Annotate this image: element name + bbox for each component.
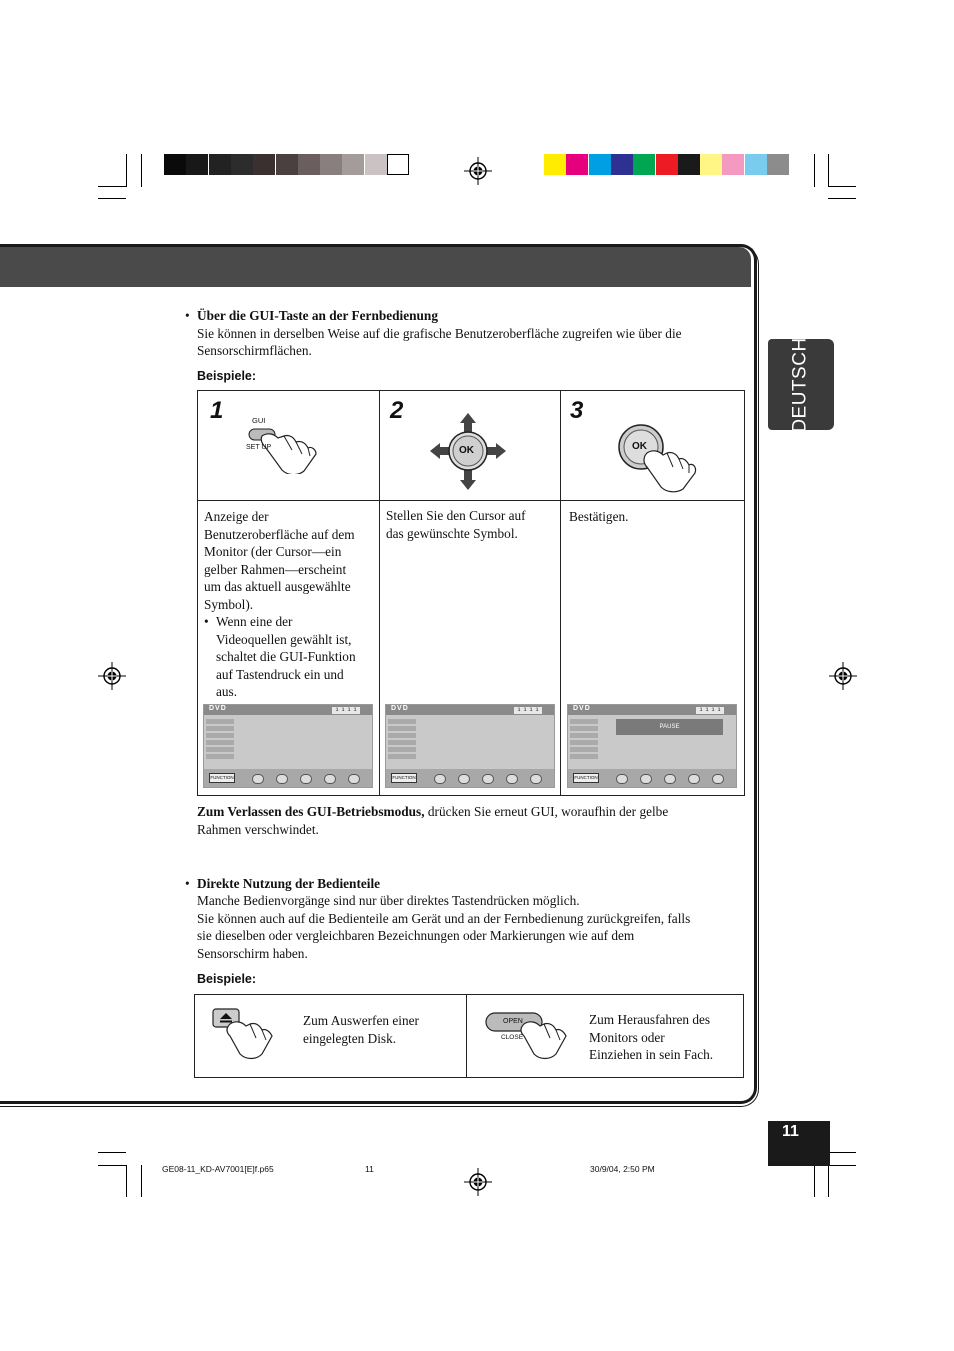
open-close-description <box>589 1011 713 1064</box>
text-line: Monitor (der Cursor—ein <box>204 544 342 559</box>
footer-file: GE08-11_KD-AV7001[E]f.p65 <box>162 1164 274 1174</box>
eject-description <box>303 1012 419 1047</box>
setup-button-label: SET UP <box>246 444 272 451</box>
text-line: Zum Herausfahren des <box>589 1012 711 1027</box>
text-line: aus. <box>216 684 238 699</box>
close-label: CLOSE <box>501 1034 524 1041</box>
exit-note-bold: Zum Verlassen des GUI-Betriebsmodus, <box>197 804 425 819</box>
registration-mark-icon <box>464 157 492 185</box>
color-swatch <box>745 154 767 175</box>
text-line: Videoquellen gewählt ist, <box>216 631 352 647</box>
text-line: eingelegten Disk. <box>303 1030 397 1046</box>
text-line: um das aktuell ausgewählte <box>204 579 351 594</box>
registration-mark-icon <box>829 662 857 690</box>
note-bullet: • <box>204 614 209 629</box>
text-line: sie dieselben oder vergleichbaren Bezeichnungen oder Markierungen wie auf dem <box>197 928 635 943</box>
eject-button-icon <box>210 1006 276 1062</box>
text-line: Stellen Sie den Cursor auf <box>386 508 526 523</box>
language-tab-label: DEUTSCH <box>790 336 811 433</box>
function-button: FUNCTION <box>573 773 599 783</box>
color-swatch <box>387 154 409 175</box>
section2-heading: Direkte Nutzung der Bedienteile <box>197 876 381 891</box>
text-line: Zum Auswerfen einer <box>303 1013 419 1028</box>
time-display: 1 1 1 1 <box>514 707 542 714</box>
exit-note <box>197 803 668 821</box>
section1-text-line1: Sie können in derselben Weise auf die grafische Benutzeroberfläche zugreifen wie über die <box>197 326 682 341</box>
gui-button-label: GUI <box>252 416 266 425</box>
color-swatch <box>633 154 655 175</box>
color-swatch <box>656 154 678 175</box>
text-line: gelber Rahmen—erscheint <box>204 561 347 577</box>
examples-label: Beispiele: <box>197 972 257 986</box>
text-line: schaltet die GUI-Funktion <box>216 649 356 664</box>
exit-note-line2: Rahmen verschwindet. <box>197 822 319 837</box>
ok-button-label: OK <box>459 445 474 456</box>
color-swatch <box>700 154 722 175</box>
text-line: das gewünschte Symbol. <box>386 525 518 541</box>
source-label: DVD <box>573 705 591 712</box>
color-swatch <box>164 154 186 175</box>
ok-button-press-icon <box>617 423 699 495</box>
text-line: Anzeige der <box>204 509 269 524</box>
text-line: Wenn eine der <box>216 614 293 629</box>
function-button: FUNCTION <box>391 773 417 783</box>
text-line: auf Tastendruck ein und <box>216 666 344 682</box>
text-line: Symbol). <box>204 596 254 612</box>
step3-description <box>569 508 739 526</box>
color-swatch <box>566 154 588 175</box>
color-swatch <box>342 154 364 175</box>
step1-description <box>204 508 374 701</box>
step-number: 1 <box>210 397 224 424</box>
gui-button-illustration <box>244 412 329 472</box>
color-swatch <box>722 154 744 175</box>
exit-note-text: drücken Sie erneut GUI, woraufhin der gelbe <box>424 804 669 819</box>
time-display: 1 1 1 1 <box>696 707 724 714</box>
source-label: DVD <box>391 705 409 712</box>
step-number: 2 <box>390 397 404 424</box>
monitor-screen-step2 <box>385 704 555 788</box>
color-swatch <box>611 154 633 175</box>
text-line: Sensorschirm haben. <box>197 945 308 961</box>
text-line: Einziehen in sein Fach. <box>589 1047 714 1062</box>
color-swatch <box>276 154 298 175</box>
monitor-screen-step1 <box>203 704 373 788</box>
text-line: Bestätigen. <box>569 509 629 524</box>
text-line: Manche Bedienvorgänge sind nur über direktes Tastendrücken möglich. <box>197 893 580 908</box>
footer-page: 11 <box>365 1164 374 1174</box>
section2-text <box>197 892 690 962</box>
step-number: 3 <box>570 397 584 424</box>
color-swatch <box>298 154 320 175</box>
step1-note <box>204 613 374 701</box>
time-display: 1 1 1 1 <box>332 707 360 714</box>
function-button: FUNCTION <box>209 773 235 783</box>
monitor-screen-step3 <box>567 704 737 788</box>
examples-label: Beispiele: <box>197 369 257 383</box>
color-swatch <box>678 154 700 175</box>
section1-text-line2: Sensorschirmflächen. <box>197 343 312 358</box>
section1-heading: Über die GUI-Taste an der Fernbedienung <box>197 308 438 323</box>
open-label: OPEN <box>503 1018 523 1025</box>
color-swatch <box>186 154 208 175</box>
color-swatch <box>365 154 387 175</box>
section1-bullet: • <box>185 308 190 323</box>
footer-date: 30/9/04, 2:50 PM <box>590 1164 655 1174</box>
step2-description <box>386 507 556 542</box>
text-line: Sie können auch auf die Bedienteile am Gerät und an der Fernbedienung zurückgreifen, falls <box>197 910 691 926</box>
section2-bullet: • <box>185 876 190 891</box>
pause-banner: PAUSE <box>616 719 723 735</box>
text-line: Monitors oder <box>589 1029 665 1045</box>
ok-button-label: OK <box>632 441 647 452</box>
color-swatch <box>589 154 611 175</box>
color-swatch <box>231 154 253 175</box>
open-close-button-icon <box>484 1010 576 1062</box>
text-line: Benutzeroberfläche auf dem <box>204 526 355 542</box>
page-number: 11 <box>768 1121 830 1166</box>
color-swatch <box>253 154 275 175</box>
color-swatch <box>209 154 231 175</box>
color-swatch <box>320 154 342 175</box>
source-label: DVD <box>209 705 227 712</box>
registration-mark-icon <box>464 1168 492 1196</box>
color-swatch <box>544 154 566 175</box>
color-swatch <box>767 154 789 175</box>
header-bar <box>0 247 751 287</box>
